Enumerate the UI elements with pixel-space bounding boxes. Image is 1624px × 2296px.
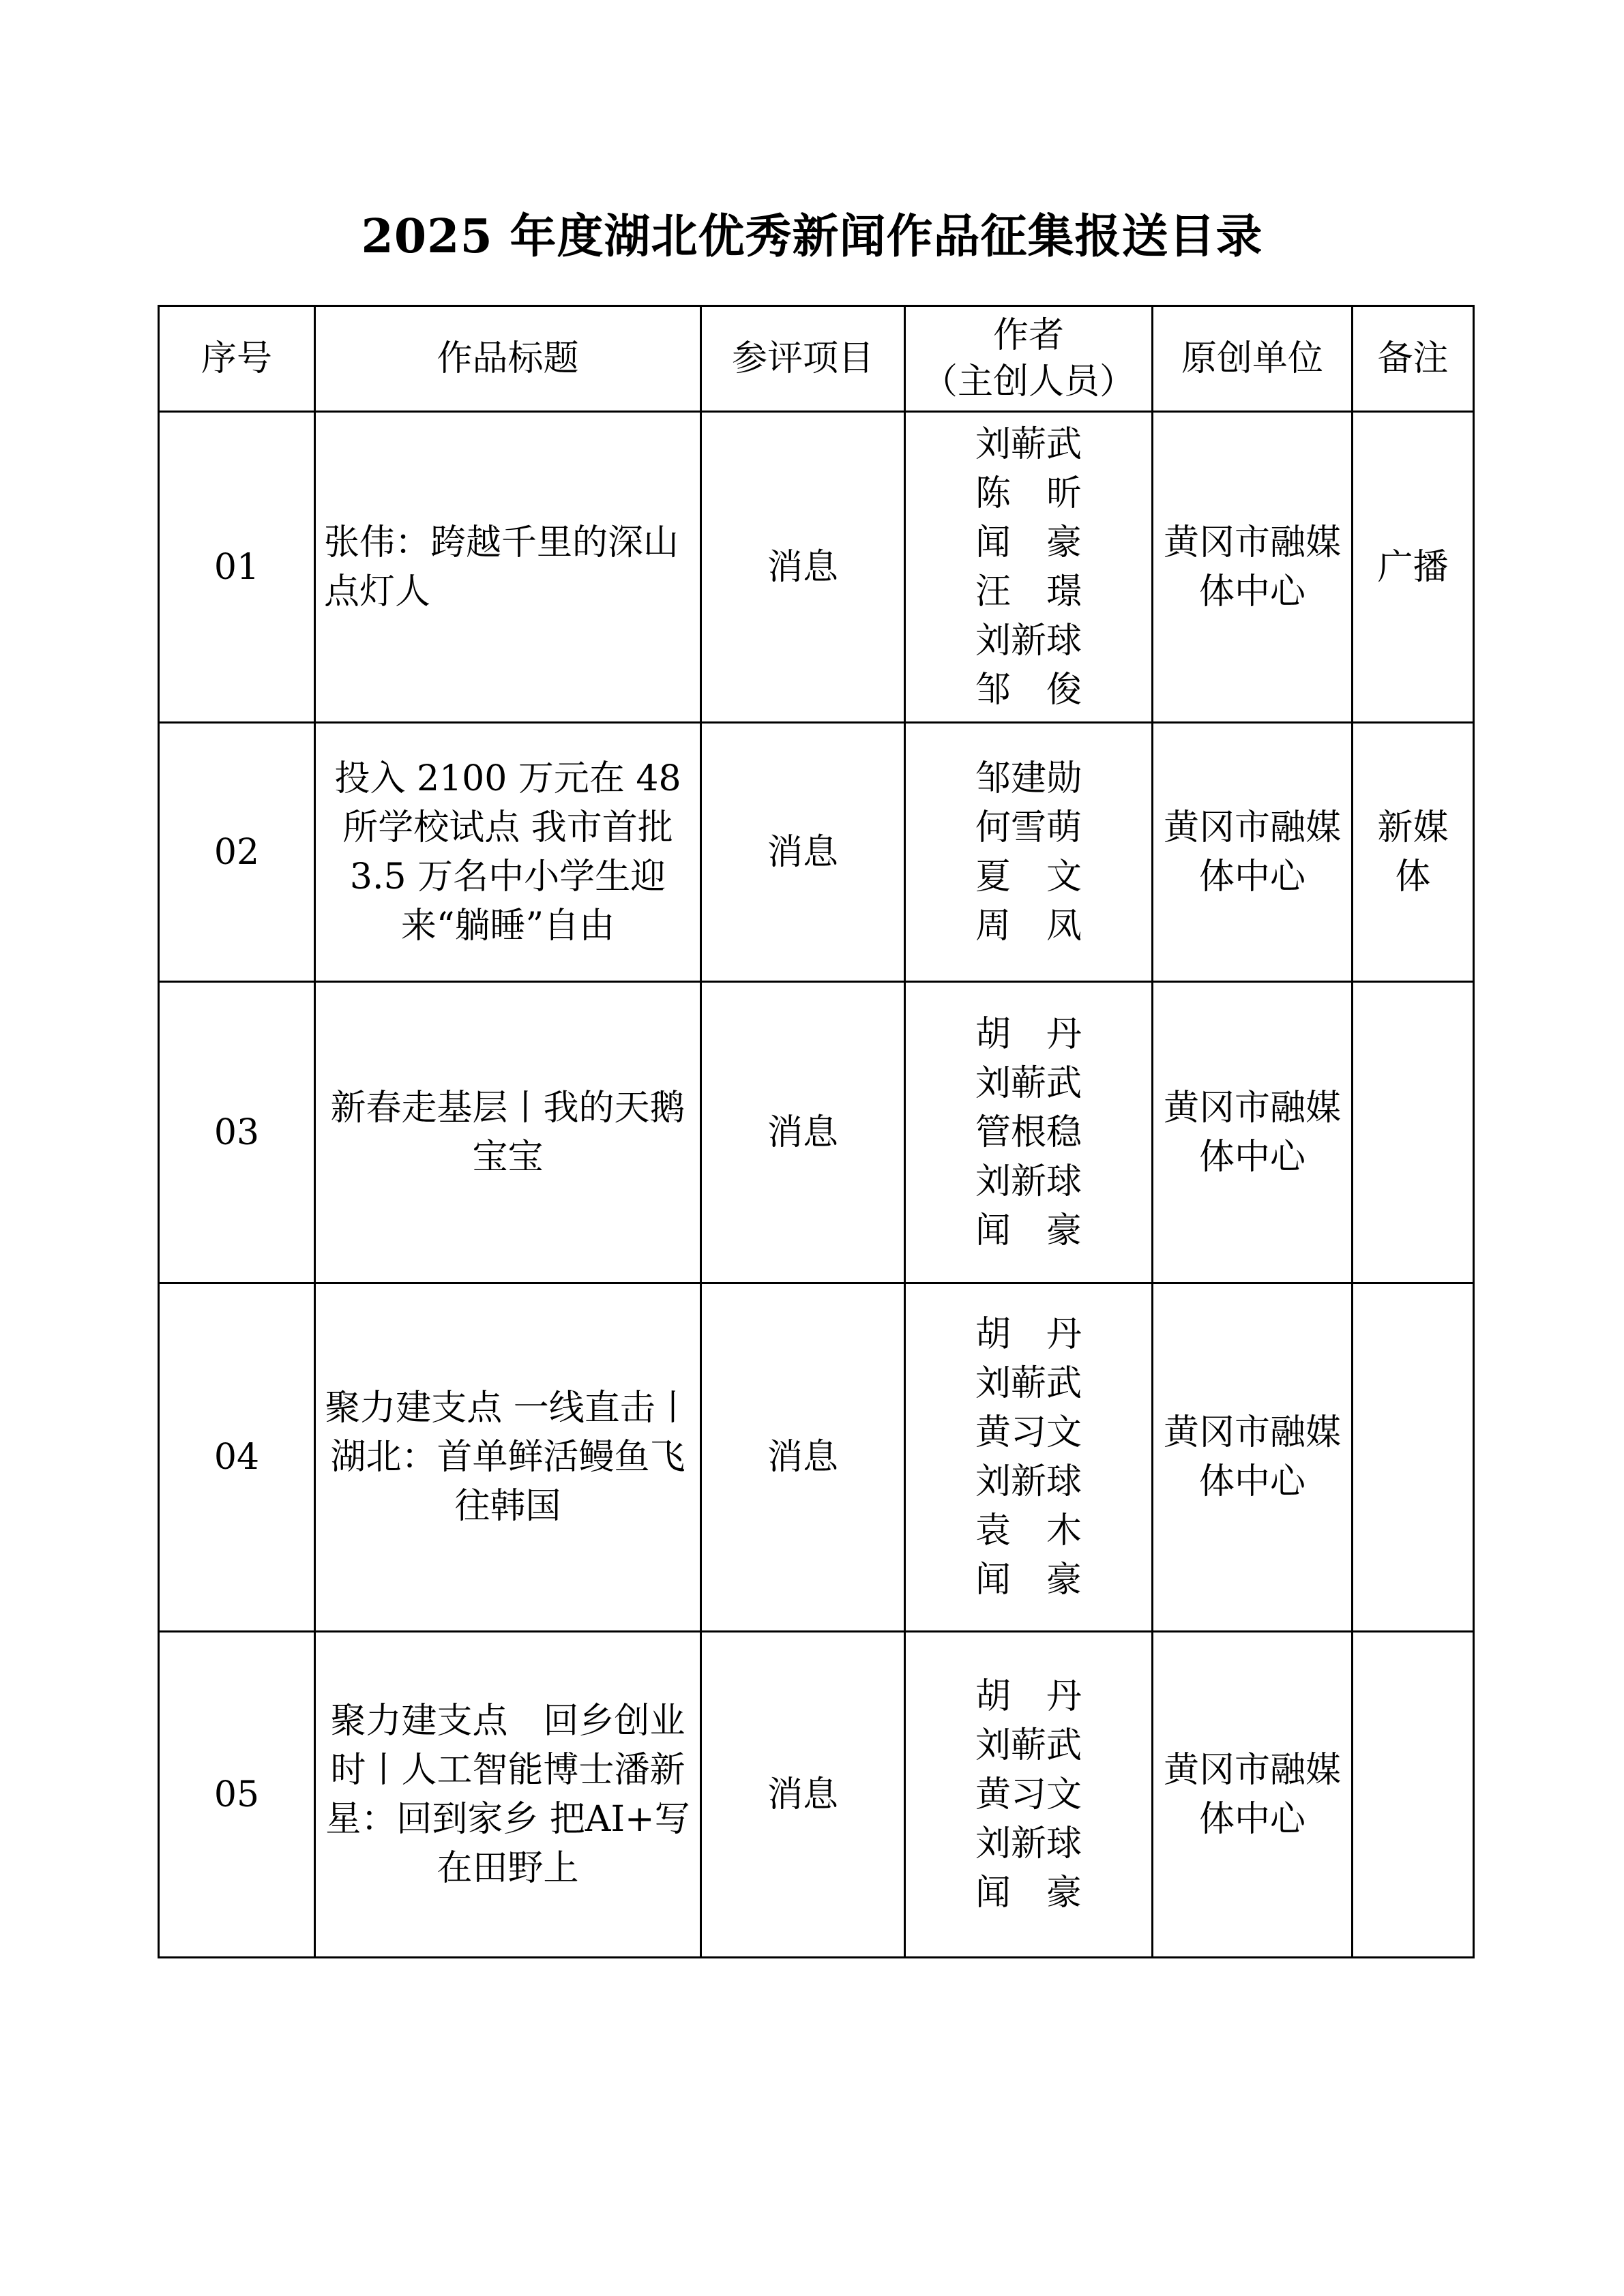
row-work-title: 张伟：跨越千里的深山点灯人: [315, 412, 701, 723]
author-name: 闻 豪: [975, 1210, 1082, 1251]
row-seq: 03: [159, 982, 315, 1283]
row-authors: [905, 412, 1153, 723]
catalog-table: [158, 305, 1475, 1958]
header-author-line2: （主创人员）: [921, 361, 1135, 402]
author-name: 刘新球: [975, 1161, 1082, 1202]
author-name: 管根稳: [975, 1112, 1082, 1153]
row-authors: [905, 1283, 1153, 1632]
author-name: 刘蕲武: [975, 1363, 1082, 1404]
author-name: 何雪萌: [975, 807, 1082, 848]
row-category: 消息: [701, 412, 905, 723]
author-name: 陈 昕: [975, 473, 1082, 514]
row-category: 消息: [701, 1632, 905, 1958]
row-seq: 05: [159, 1632, 315, 1958]
row-remark: [1353, 982, 1474, 1283]
row-remark: [1353, 1632, 1474, 1958]
table-row: [159, 982, 1474, 1283]
author-name: 夏 文: [975, 856, 1082, 897]
row-seq: 01: [159, 412, 315, 723]
row-work-title: 聚力建支点 回乡创业时丨人工智能博士潘新星：回到家乡 把AI+写在田野上: [315, 1632, 701, 1958]
author-name: 胡 丹: [975, 1675, 1082, 1717]
row-remark: 广播: [1353, 412, 1474, 723]
row-work-title: 新春走基层丨我的天鹅宝宝: [315, 982, 701, 1283]
author-name: 袁 木: [975, 1510, 1082, 1551]
author-name: 闻 豪: [975, 1560, 1082, 1600]
row-unit: 黄冈市融媒体中心: [1153, 1283, 1353, 1632]
author-name: 刘新球: [975, 1461, 1082, 1502]
row-unit: 黄冈市融媒体中心: [1153, 723, 1353, 982]
row-unit: 黄冈市融媒体中心: [1153, 1632, 1353, 1958]
author-name: 邹建勋: [975, 758, 1082, 799]
row-remark: [1353, 1283, 1474, 1632]
author-name: 汪 璟: [975, 571, 1082, 612]
row-category: 消息: [701, 723, 905, 982]
author-name: 闻 豪: [975, 1872, 1082, 1913]
table-row: [159, 723, 1474, 982]
row-authors: [905, 723, 1153, 982]
table-header-row: [159, 306, 1474, 412]
author-name: 邹 俊: [975, 669, 1082, 711]
header-unit: 原创单位: [1153, 306, 1353, 412]
author-name: 刘蕲武: [975, 1725, 1082, 1766]
row-seq: 02: [159, 723, 315, 982]
author-name: 闻 豪: [975, 522, 1082, 563]
author-name: 周 凤: [975, 905, 1082, 946]
author-name: 刘新球: [975, 1823, 1082, 1864]
row-remark: 新媒体: [1353, 723, 1474, 982]
table-row: [159, 412, 1474, 723]
author-name: 刘蕲武: [975, 1062, 1082, 1104]
header-category: 参评项目: [701, 306, 905, 412]
author-name: 黄习文: [975, 1412, 1082, 1453]
row-work-title: 聚力建支点 一线直击丨湖北：首单鲜活鳗鱼飞往韩国: [315, 1283, 701, 1632]
author-name: 胡 丹: [975, 1013, 1082, 1055]
row-seq: 04: [159, 1283, 315, 1632]
table-row: [159, 1632, 1474, 1958]
author-name: 刘新球: [975, 620, 1082, 661]
row-category: 消息: [701, 982, 905, 1283]
author-name: 黄习文: [975, 1774, 1082, 1815]
header-author: [905, 306, 1153, 412]
header-remark: 备注: [1353, 306, 1474, 412]
row-category: 消息: [701, 1283, 905, 1632]
row-work-title: 投入 2100 万元在 48 所学校试点 我市首批 3.5 万名中小学生迎来“躺睡”自由: [315, 723, 701, 982]
row-authors: [905, 1632, 1153, 1958]
row-authors: [905, 982, 1153, 1283]
row-unit: 黄冈市融媒体中心: [1153, 412, 1353, 723]
header-author-line1: 作者: [992, 315, 1064, 356]
author-name: 刘蕲武: [975, 423, 1082, 465]
header-work-title: 作品标题: [315, 306, 701, 412]
row-unit: 黄冈市融媒体中心: [1153, 982, 1353, 1283]
table-row: [159, 1283, 1474, 1632]
page-title: 2025 年度湖北优秀新闻作品征集报送目录: [361, 209, 1263, 264]
header-seq: 序号: [159, 306, 315, 412]
author-name: 胡 丹: [975, 1314, 1082, 1355]
